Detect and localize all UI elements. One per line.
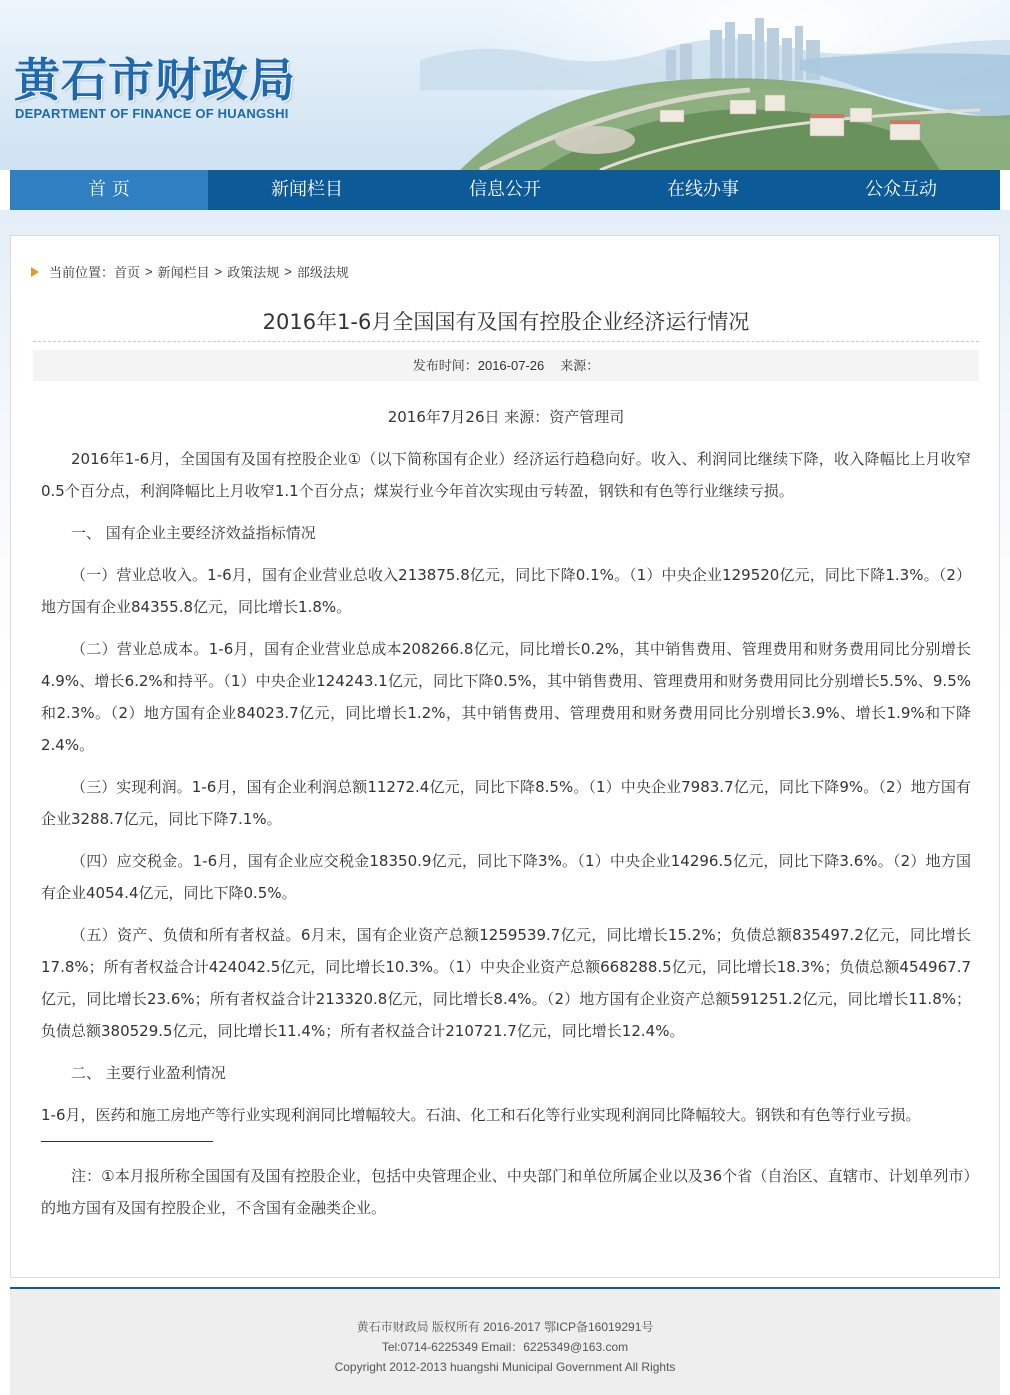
article-paragraph: 2016年1-6月，全国国有及国有控股企业①（以下简称国有企业）经济运行趋稳向好。收入、利润同比继续下降，收入降幅比上月收窄0.5个百分点，利润降幅比上月收窄1.1个百分点；煤炭行业今年首次实现由亏转盈，钢铁和有色等行业继续亏损。 (41, 450, 971, 500)
article-dateline: 2016年7月26日 来源：资产管理司 (387, 408, 625, 426)
article-paragraph: 1-6月，医药和施工房地产等行业实现利润同比增幅较大。石油、化工和石化等行业实现利润同比降幅较大。钢铁和有色等行业亏损。 (41, 1106, 921, 1124)
article-footnote: 注：①本月报所称全国国有及国有控股企业，包括中央管理企业、中央部门和单位所属企业以及36个省（自治区、直辖市、计划单列市）的地方国有及国有控股企业，不含国有金融类企业。 (41, 1167, 971, 1217)
nav-item-public-interaction[interactable]: 公众互动 (865, 179, 937, 200)
nav-item-home[interactable]: 首 页 (10, 170, 208, 210)
article-section-heading: 一、 国有企业主要经济效益指标情况 (71, 524, 316, 542)
article-body (41, 401, 971, 1234)
article-container (10, 235, 1000, 1278)
nav-item-online-service[interactable]: 在线办事 (667, 179, 739, 200)
article-source: 来源： (560, 358, 600, 373)
title-divider (33, 341, 979, 342)
article-section-heading: 二、 主要行业盈利情况 (71, 1064, 226, 1082)
breadcrumb-link-ministerial[interactable]: 部级法规 (296, 265, 349, 280)
arrow-right-icon (31, 267, 39, 277)
footer-copyright-en: Copyright 2012-2013 huangshi Municipal Government All Rights (334, 1360, 676, 1374)
site-header (0, 0, 1010, 170)
breadcrumb-link-news[interactable]: 新闻栏目 (157, 265, 210, 280)
site-logo-en: DEPARTMENT OF FINANCE OF HUANGSHI (15, 106, 289, 121)
breadcrumb-link-home[interactable]: 首页 (114, 265, 141, 280)
article-paragraph: （四）应交税金。1-6月，国有企业应交税金18350.9亿元，同比下降3%。（1）中央企业14296.5亿元，同比下降3.6%。（2）地方国有企业4054.4亿元，同比下降0.5%。 (41, 852, 971, 902)
breadcrumb-separator: > (214, 264, 223, 279)
article-paragraph: （一）营业总收入。1-6月，国有企业营业总收入213875.8亿元，同比下降0.1%。（1）中央企业129520亿元，同比下降1.3%。（2）地方国有企业84355.8亿元，同比增长1.8%。 (41, 566, 971, 616)
article-title: 2016年1-6月全国国有及国有控股企业经济运行情况 (262, 310, 750, 334)
footer-copyright: 黄石市财政局 版权所有 2016-2017 鄂ICP备16019291号 (356, 1320, 654, 1334)
footer-contact: Tel:0714-6225349 Email：6225349@163.com (381, 1340, 629, 1354)
breadcrumb-prefix: 当前位置： (49, 265, 115, 280)
article-paragraph: （二）营业总成本。1-6月，国有企业营业总成本208266.8亿元，同比增长0.2%，其中销售费用、管理费用和财务费用同比分别增长4.9%、增长6.2%和持平。（1）中央企业124243.1亿元，同比下降0.5%，其中销售费用、管理费用和财务费用同比分别增长5.5%、9.5%和2.3%。（2）地方国有企业84023.7亿元，同比增长1.2%，其中销售费用、管理费用和财务费用同比分别增长3.9%、增长1.9%和下降2.4%。 (41, 640, 971, 754)
site-footer (10, 1287, 1000, 1395)
breadcrumb (31, 262, 349, 281)
header-city-illustration (420, 0, 1010, 170)
breadcrumb-separator: > (284, 264, 292, 279)
nav-item-info-disclosure[interactable]: 信息公开 (469, 179, 541, 200)
article-meta (33, 350, 979, 381)
breadcrumb-separator: > (145, 264, 153, 279)
site-logo-cn[interactable]: 黄石市财政局 (14, 53, 296, 107)
article-paragraph: （五）资产、负债和所有者权益。6月末，国有企业资产总额1259539.7亿元，同比增长15.2%；负债总额835497.2亿元，同比增长17.8%；所有者权益合计424042.5亿元，同比增长10.3%。（1）中央企业资产总额668288.5亿元，同比增长18.3%；负债总额454967.7亿元，同比增长23.6%；所有者权益合计213320.8亿元，同比增长8.4%。（2）地方国有企业资产总额591251.2亿元，同比增长11.8%；负债总额380529.5亿元，同比增长11.4%；所有者权益合计210721.7亿元，同比增长12.4%。 (41, 926, 971, 1040)
footnote-divider (41, 1141, 213, 1142)
publish-time: 发布时间：2016-07-26 (412, 358, 545, 373)
main-nav (10, 170, 1000, 210)
nav-item-news[interactable]: 新闻栏目 (271, 179, 343, 200)
breadcrumb-link-policy[interactable]: 政策法规 (227, 265, 280, 280)
article-paragraph: （三）实现利润。1-6月，国有企业利润总额11272.4亿元，同比下降8.5%。（1）中央企业7983.7亿元，同比下降9%。（2）地方国有企业3288.7亿元，同比下降7.1%。 (41, 778, 971, 828)
